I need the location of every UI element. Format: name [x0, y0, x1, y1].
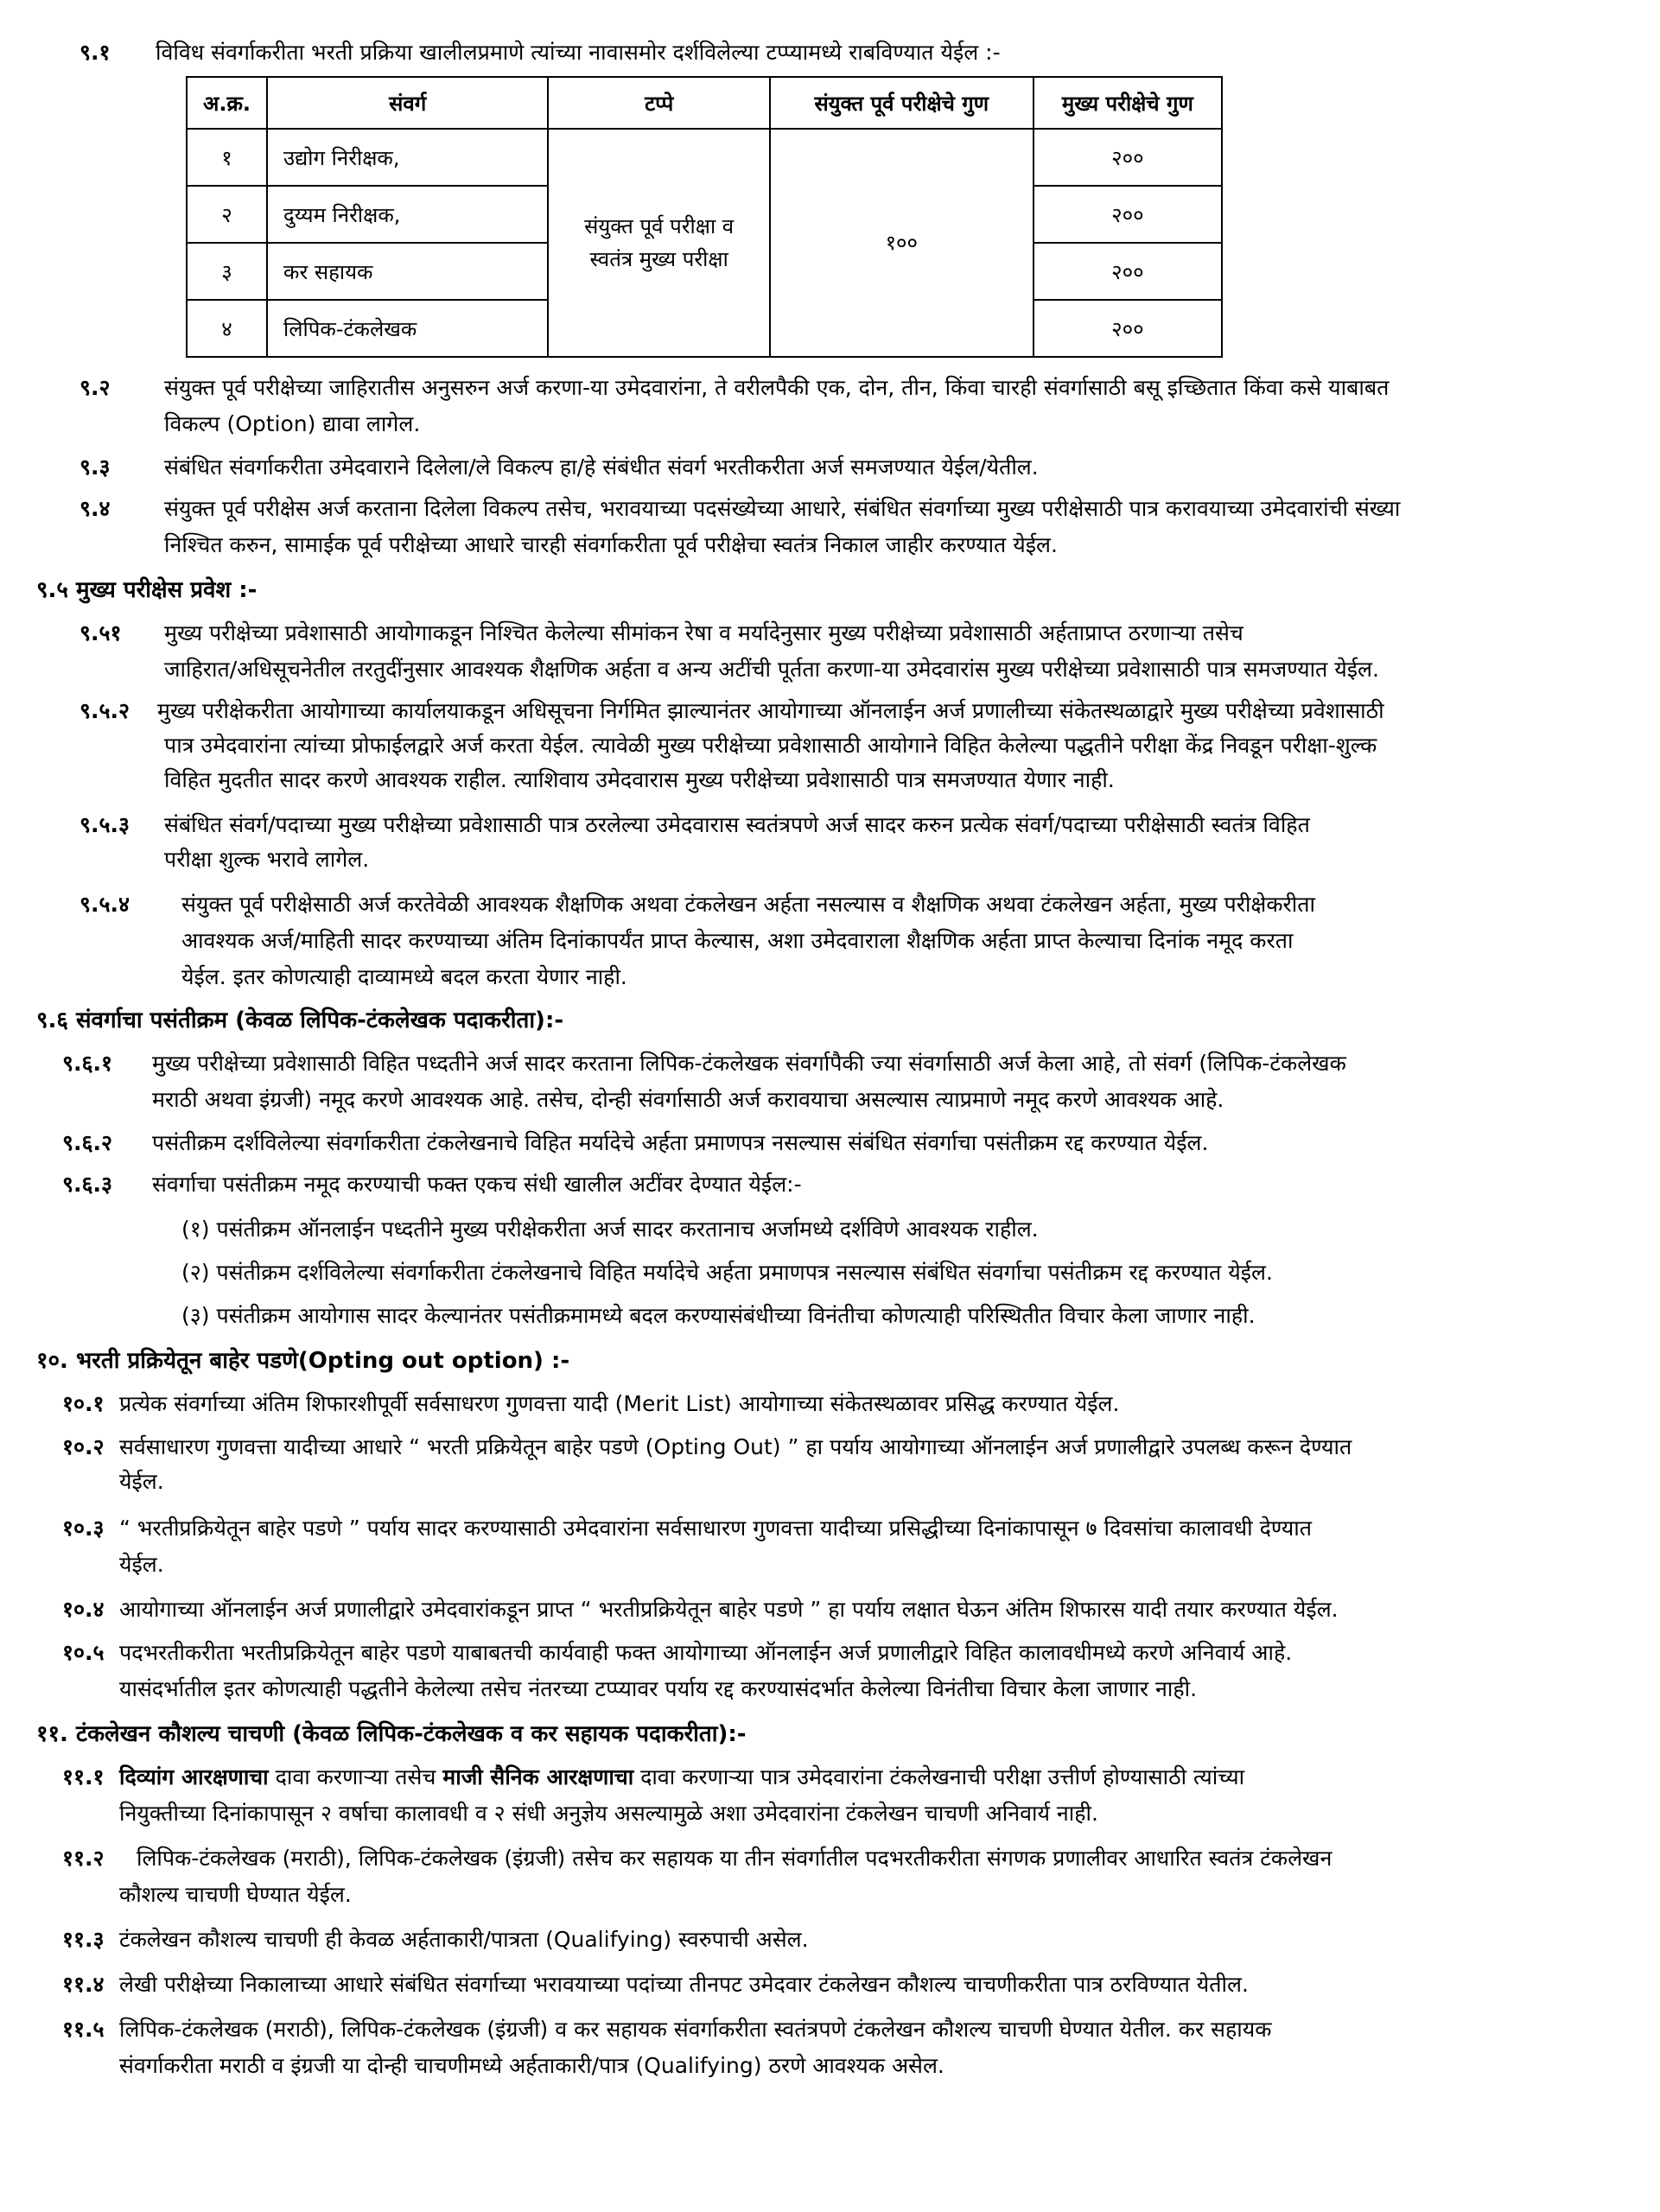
table-cell: उद्योग निरीक्षक, — [267, 129, 548, 186]
table-header: टप्पे — [548, 77, 770, 129]
clause-text: कौशल्य चाचणी घेण्यात येईल. — [119, 1882, 352, 1907]
clause-text: आवश्यक अर्ज/माहिती सादर करण्याच्या अंतिम दिनांकापर्यंत प्राप्त केल्यास, अशा उमेदवाराला शैक्षणिक अर्हता प्राप्त केल्याचा दिनांक नमूद करता — [181, 928, 1294, 953]
clause-text: विकल्प (Option) द्यावा लागेल. — [164, 411, 421, 436]
clause-text: प्रत्येक संवर्गाच्या अंतिम शिफारशीपूर्वी सर्वसाधरण गुणवत्ता यादी (Merit List) आयोगाच्या संकेतस्थळावर प्रसिद्ध करण्यात येईल. — [119, 1391, 1120, 1416]
clause-text: निश्चित करुन, सामाईक पूर्व परीक्षेच्या आधारे चारही संवर्गाकरीता पूर्व परीक्षेचा स्वतंत्र निकाल जाहीर करण्यात येईल. — [164, 532, 1058, 557]
table-cell: कर सहायक — [267, 243, 548, 300]
clause-text: पात्र उमेदवारांना त्यांच्या प्रोफाईलद्वारे अर्ज करता येईल. त्यावेळी मुख्य परीक्षेच्या प्रवेशासाठी आयोगाने विहित केलेल्या पद्धतीने परीक्षा केंद्र निवडून परीक्षा-शुल्क — [164, 733, 1377, 758]
table-cell: दुय्यम निरीक्षक, — [267, 186, 548, 243]
clause-text: संबंधित संवर्ग/पदाच्या मुख्य परीक्षेच्या प्रवेशासाठी पात्र ठरलेल्या उमेदवारास स्वतंत्रपणे अर्ज सादर करुन प्रत्येक संवर्ग/पदाच्या परीक्षेसाठी स्वतंत्र विहित — [164, 812, 1310, 837]
clause-number: ११.५ — [62, 2017, 105, 2042]
clause-text: पसंतीक्रम दर्शविलेल्या संवर्गाकरीता टंकलेखनाचे विहित मर्यादेचे अर्हता प्रमाणपत्र नसल्यास संबंधित संवर्गाचा पसंतीक्रम रद्द करण्यात येईल. — [152, 1130, 1209, 1155]
table-cell: २ — [187, 186, 267, 243]
clause-number: ११.२ — [62, 1846, 105, 1871]
clause-number: ९.३ — [80, 454, 111, 480]
clause-number: ९.६.३ — [62, 1172, 112, 1197]
clause-text: “ भरतीप्रक्रियेतून बाहेर पडणे ” पर्याय सादर करण्यासाठी उमेदवारांना सर्वसाधारण गुणवत्ता यादीच्या प्रसिद्धीच्या दिनांकापासून ७ दिवसांचा कालावधी देण्यात — [119, 1516, 1312, 1541]
clause-number: ९.५.३ — [80, 812, 130, 837]
clause-number: ९.१ — [80, 40, 111, 65]
clause-text: नियुक्तीच्या दिनांकापासून २ वर्षाचा कालावधी व २ संधी अनुज्ञेय असल्यामुळे अशा उमेदवारांना टंकलेखन चाचणी अनिवार्य नाही. — [119, 1801, 1098, 1826]
clause-number: ११.१ — [62, 1764, 105, 1789]
clause-text: संवर्गाचा पसंतीक्रम नमूद करण्याची फक्त एकच संधी खालील अटींवर देण्यात येईल:- — [152, 1172, 802, 1197]
clause-number: ११.३ — [62, 1927, 105, 1952]
clause-number: ९.६.१ — [62, 1051, 112, 1076]
table-header: अ.क्र. — [187, 77, 267, 129]
clause-text: विविध संवर्गाकरीता भरती प्रक्रिया खालीलप्रमाणे त्यांच्या नावासमोर दर्शविलेल्या टप्प्यामध्ये राबविण्यात येईल :- — [156, 40, 1001, 65]
clause-text: मराठी अथवा इंग्रजी) नमूद करणे आवश्यक आहे. तसेच, दोन्ही संवर्गासाठी अर्ज करावयाचा असल्यास त्याप्रमाणे नमूद करणे आवश्यक आहे. — [152, 1087, 1224, 1112]
clause-number: १०.४ — [62, 1597, 105, 1622]
clause-fragment: दावा करणाऱ्या तसेच — [268, 1764, 443, 1789]
clause-number: १०.२ — [62, 1434, 105, 1459]
clause-text: लेखी परीक्षेच्या निकालाच्या आधारे संबंधित संवर्गाच्या भरावयाच्या पदांच्या तीनपट उमेदवार टंकलेखन कौशल्य चाचणीकरीता पात्र ठरविण्यात येतील. — [119, 1972, 1249, 1997]
clause-text: मुख्य परीक्षेकरीता आयोगाच्या कार्यालयाकडून अधिसूचना निर्गमित झाल्यानंतर आयोगाच्या ऑनलाईन अर्ज प्रणालीच्या संकेतस्थळाद्वारे मुख्य परीक्षेच्या प्रवेशासाठी — [157, 698, 1384, 723]
clause-number: ११.४ — [62, 1972, 105, 1997]
clause-number: १०.१ — [62, 1391, 105, 1416]
section-heading: ९.६ संवर्गाचा पसंतीक्रम (केवळ लिपिक-टंकलेखक पदाकरीता):- — [36, 1007, 564, 1033]
clause-text: मुख्य परीक्षेच्या प्रवेशासाठी विहित पध्दतीने अर्ज सादर करताना लिपिक-टंकलेखक संवर्गापैकी ज्या संवर्गासाठी अर्ज केला आहे, तो संवर्ग (लिपिक-टंकलेखक — [152, 1051, 1346, 1076]
clause-text: परीक्षा शुल्क भरावे लागेल. — [164, 847, 370, 872]
table-cell-prelim-marks: १०० — [770, 129, 1034, 357]
table-cell: २०० — [1034, 300, 1222, 357]
list-item: (२) पसंतीक्रम दर्शविलेल्या संवर्गाकरीता टंकलेखनाचे विहित मर्यादेचे अर्हता प्रमाणपत्र नसल्यास संबंधित संवर्गाचा पसंतीक्रम रद्द करण्यात येईल. — [181, 1260, 1273, 1285]
section-heading: ११. टंकलेखन कौशल्य चाचणी (केवळ लिपिक-टंकलेखक व कर सहायक पदाकरीता):- — [36, 1721, 747, 1747]
table-header: संयुक्त पूर्व परीक्षेचे गुण — [770, 77, 1034, 129]
clause-text: मुख्य परीक्षेच्या प्रवेशासाठी आयोगाकडून निश्चित केलेल्या सीमांकन रेषा व मर्यादेनुसार मुख्य परीक्षेच्या प्रवेशासाठी अर्हताप्राप्त ठरणाऱ्या तसेच — [164, 620, 1243, 645]
section-heading: १०. भरती प्रक्रियेतून बाहेर पडणे(Opting out option) :- — [36, 1348, 570, 1374]
clause-text: सर्वसाधारण गुणवत्ता यादीच्या आधारे “ भरती प्रक्रियेतून बाहेर पडणे (Opting Out) ” हा पर्याय आयोगाच्या ऑनलाईन अर्ज प्रणालीद्वारे उपलब्ध करून देण्यात — [119, 1434, 1352, 1459]
table-header: संवर्ग — [267, 77, 548, 129]
clause-text: जाहिरात/अधिसूचनेतील तरतुदींनुसार आवश्यक शैक्षणिक अर्हता व अन्य अटींची पूर्तता करणा-या उमेदवारांस मुख्य परीक्षेच्या प्रवेशासाठी पात्र समजण्यात येईल. — [164, 657, 1379, 682]
list-item: (१) पसंतीक्रम ऑनलाईन पध्दतीने मुख्य परीक्षेकरीता अर्ज सादर करतानाच अर्जामध्ये दर्शविणे आवश्यक राहील. — [181, 1217, 1039, 1242]
clause-text: येईल. — [119, 1469, 164, 1494]
clause-number: ९.२ — [80, 375, 111, 400]
clause-text: पदभरतीकरीता भरतीप्रक्रियेतून बाहेर पडणे याबाबतची कार्यवाही फक्त आयोगाच्या ऑनलाईन अर्ज प्रणालीद्वारे विहित कालावधीमध्ये करणे अनिवार्य आहे. — [119, 1640, 1293, 1665]
clause-text: संबंधित संवर्गाकरीता उमेदवाराने दिलेला/ले विकल्प हा/हे संबंधीत संवर्ग भरतीकरीता अर्ज समजण्यात येईल/येतील. — [164, 454, 1039, 480]
clause-text: यासंदर्भातील इतर कोणत्याही पद्धतीने केलेल्या तसेच नंतरच्या टप्प्यावर पर्याय रद्द करण्यासंदर्भात केलेल्या विनंतीचा विचार केला जाणार नाही. — [119, 1676, 1198, 1701]
clause-number: १०.३ — [62, 1516, 105, 1541]
list-item: (३) पसंतीक्रम आयोगास सादर केल्यानंतर पसंतीक्रमामध्ये बदल करण्यासंबंधीच्या विनंतीचा कोणत्याही परिस्थितीत विचार केला जाणार नाही. — [181, 1303, 1256, 1328]
stage-line: संयुक्त पूर्व परीक्षा व — [584, 214, 735, 238]
clause-text: संवर्गाकरीता मराठी व इंग्रजी या दोन्ही चाचणीमध्ये अर्हताकारी/पात्र (Qualifying) ठरणे आवश्यक असेल. — [119, 2053, 944, 2078]
clause-text: टंकलेखन कौशल्य चाचणी ही केवळ अर्हताकारी/पात्रता (Qualifying) स्वरुपाची असेल. — [119, 1927, 809, 1952]
bold-phrase: माजी सैनिक आरक्षणाचा — [442, 1764, 634, 1789]
table-header: मुख्य परीक्षेचे गुण — [1034, 77, 1222, 129]
table-cell: २०० — [1034, 186, 1222, 243]
table-cell-stages — [548, 129, 770, 357]
clause-text: येईल. इतर कोणत्याही दाव्यामध्ये बदल करता येणार नाही. — [181, 964, 627, 989]
table-cell: १ — [187, 129, 267, 186]
table-cell: २०० — [1034, 243, 1222, 300]
clause-number: १०.५ — [62, 1640, 105, 1665]
clause-text: संयुक्त पूर्व परीक्षेस अर्ज करताना दिलेला विकल्प तसेच, भरावयाच्या पदसंख्येच्या आधारे, संबंधित संवर्गाच्या मुख्य परीक्षेसाठी पात्र करावयाच्या उमेदवारांची संख्या — [164, 496, 1401, 521]
bold-phrase: दिव्यांग आरक्षणाचा — [119, 1764, 269, 1789]
table-cell: २०० — [1034, 129, 1222, 186]
clause-text: विहित मुदतीत सादर करणे आवश्यक राहील. त्याशिवाय उमेदवारास मुख्य परीक्षेच्या प्रवेशासाठी पात्र समजण्यात येणार नाही. — [164, 767, 1115, 792]
clause-text: लिपिक-टंकलेखक (मराठी), लिपिक-टंकलेखक (इंग्रजी) तसेच कर सहायक या तीन संवर्गातील पदभरतीकरीता संगणक प्रणालीवर आधारित स्वतंत्र टंकलेखन — [137, 1846, 1332, 1871]
clause-fragment: दावा करणाऱ्या पात्र उमेदवारांना टंकलेखनाची परीक्षा उत्तीर्ण होण्यासाठी त्यांच्या — [633, 1764, 1245, 1789]
cadre-table — [186, 76, 1223, 358]
clause-text — [119, 1763, 1244, 1792]
clause-text: आयोगाच्या ऑनलाईन अर्ज प्रणालीद्वारे उमेदवारांकडून प्राप्त “ भरतीप्रक्रियेतून बाहेर पडणे ” हा पर्याय लक्षात घेऊन अंतिम शिफारस यादी तयार करण्यात येईल. — [119, 1597, 1339, 1622]
table-cell: लिपिक-टंकलेखक — [267, 300, 548, 357]
clause-number: ९.५१ — [80, 620, 122, 645]
clause-text: येईल. — [119, 1552, 164, 1577]
clause-number: ९.६.२ — [62, 1130, 112, 1155]
table-cell: ३ — [187, 243, 267, 300]
clause-number: ९.५.४ — [80, 892, 130, 917]
table-cell: ४ — [187, 300, 267, 357]
clause-number: ९.४ — [80, 496, 111, 521]
stage-line: स्वतंत्र मुख्य परीक्षा — [589, 247, 728, 271]
section-heading: ९.५ मुख्य परीक्षेस प्रवेश :- — [36, 577, 258, 603]
table-row — [187, 129, 1222, 186]
clause-text: संयुक्त पूर्व परीक्षेच्या जाहिरातीस अनुसरुन अर्ज करणा-या उमेदवारांना, ते वरीलपैकी एक, दोन, तीन, किंवा चारही संवर्गासाठी बसू इच्छितात किंवा कसे याबाबत — [164, 375, 1390, 400]
clause-text: संयुक्त पूर्व परीक्षेसाठी अर्ज करतेवेळी आवश्यक शैक्षणिक अथवा टंकलेखन अर्हता नसल्यास व शैक्षणिक अथवा टंकलेखन अर्हता, मुख्य परीक्षेकरीता — [181, 892, 1315, 917]
table-header-row — [187, 77, 1222, 129]
clause-number: ९.५.२ — [80, 698, 130, 723]
clause-text: लिपिक-टंकलेखक (मराठी), लिपिक-टंकलेखक (इंग्रजी) व कर सहायक संवर्गाकरीता स्वतंत्रपणे टंकलेखन कौशल्य चाचणी घेण्यात येतील. कर सहायक — [119, 2017, 1272, 2042]
